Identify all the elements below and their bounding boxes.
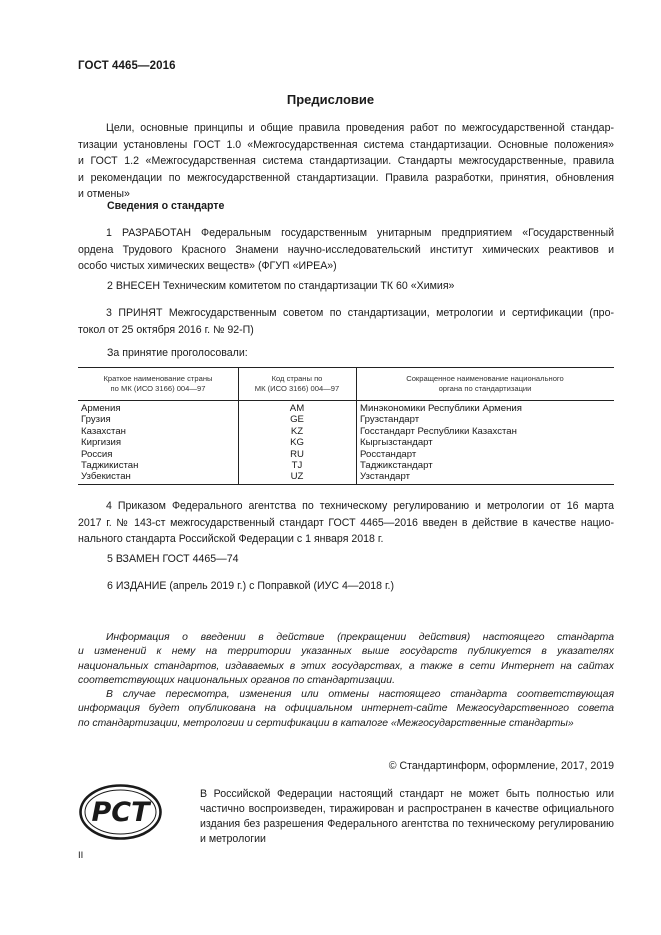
item-line: нального стандарта Российской Федерации с 1 января 2018 г. (78, 533, 384, 545)
national-body: Госстандарт Республики Казахстан (360, 425, 517, 437)
table-row (78, 437, 614, 448)
item-line: 6 ИЗДАНИЕ (апрель 2019 г.) с Поправкой (ИУС 4—2018 г.) (107, 580, 394, 592)
item-edition (107, 578, 394, 595)
item-adopted (78, 305, 614, 338)
item-submitted (107, 278, 454, 295)
item-replaces (107, 551, 239, 568)
item-line: 4 Приказом Федерального агентства по техническому регулированию и метрологии от 16 марта (106, 500, 614, 512)
header-national-body: Сокращенное наименование национального органа по стандартизации (406, 374, 564, 393)
country-code: UZ (290, 471, 304, 483)
copyright-line: © Стандартинформ, оформление, 2017, 2019 (388, 760, 614, 772)
item-line: 1 РАЗРАБОТАН Федеральным государственным унитарным предприятием «Государственный (106, 227, 614, 239)
info-line: соответствующих национальных органов по стандартизации. (78, 675, 395, 687)
intro-line: и рекомендации по межгосударственной стандартизации. Правила разработки, принятия, обновления (78, 171, 614, 184)
revision-line: В случае пересмотра, изменения или отмены настоящего стандарта соответствующая (106, 689, 614, 700)
table-body (78, 403, 614, 483)
info-line: Информация о введении в действие (прекращении действия) настоящего стандарта (106, 632, 614, 643)
rst-certification-mark-icon (79, 784, 162, 840)
country-code: KZ (290, 425, 304, 437)
page-number: II (78, 850, 84, 861)
table-row (78, 449, 614, 460)
country-name: Армения (81, 403, 121, 414)
header-country-name: Краткое наименование страны по МК (ИСО 3166) 004—97 (103, 374, 213, 393)
item-line: ордена Трудового Красного Знамени научно-исследовательский институт химических реактивов и (78, 243, 614, 256)
intro-line: тизации установлены ГОСТ 1.0 «Межгосударственная система стандартизации. Основные положения» (78, 138, 614, 151)
national-body: Минэкономики Республики Армения (360, 403, 522, 414)
table-row (78, 403, 614, 414)
national-body: Грузстандарт (360, 414, 420, 426)
table-row (78, 471, 614, 482)
country-name: Узбекистан (81, 471, 131, 483)
country-code: KG (290, 437, 304, 449)
table-row (78, 414, 614, 425)
revision-paragraph (78, 688, 614, 731)
country-code: GE (290, 414, 304, 426)
notice-line: В Российской Федерации настоящий стандарт не может быть полностью или (200, 788, 614, 800)
section-heading: Сведения о стандарте (107, 200, 225, 212)
item-line: 3 ПРИНЯТ Межгосударственным советом по стандартизации, метрологии и сертификации (про- (106, 307, 614, 319)
voted-label-text: За принятие проголосовали: (107, 347, 248, 359)
item-line: 2017 г. № 143-ст межгосударственный стандарт ГОСТ 4465—2016 введен в действие в качестве нацио- (78, 516, 614, 529)
country-name: Киргизия (81, 437, 122, 449)
voted-label (107, 345, 248, 362)
table-row (78, 426, 614, 437)
intro-line: и ГОСТ 1.2 «Межгосударственная система стандартизации. Стандарты межгосударственные, правила (78, 155, 614, 167)
notice-line: издания без разрешения Федерального агентства по техническому регулированию (200, 818, 614, 830)
table-row (78, 460, 614, 471)
country-code: TJ (291, 459, 303, 471)
national-body: Росстандарт (360, 448, 417, 460)
item-line: токол от 25 октября 2016 г. № 92-П) (78, 323, 254, 336)
intro-line: Цели, основные принципы и общие правила проведения работ по межгосударственной стандар- (106, 122, 614, 134)
page-title: Предисловие (286, 92, 375, 107)
table-header (78, 368, 614, 401)
national-body: Таджикстандарт (360, 459, 433, 471)
country-code: RU (290, 448, 304, 460)
voting-table (78, 367, 614, 485)
item-developed (78, 225, 614, 275)
country-name: Грузия (81, 414, 111, 426)
item-order (78, 498, 614, 548)
country-name: Таджикистан (81, 459, 139, 471)
item-line: особо чистых химических веществ» (ФГУП «ИРЕА») (78, 260, 337, 272)
item-line: 2 ВНЕСЕН Техническим комитетом по стандартизации ТК 60 «Химия» (107, 280, 455, 292)
revision-line: по стандартизации, метрологии и сертификации в каталоге «Межгосударственные стандарты» (78, 717, 574, 729)
reproduction-notice (200, 787, 614, 847)
info-paragraph (78, 631, 614, 689)
notice-line: и метрологии (200, 833, 266, 845)
national-body: Узстандарт (360, 471, 411, 483)
country-name: Россия (81, 448, 113, 460)
header-country-code: Код страны по МК (ИСО 3166) 004—97 (254, 374, 340, 393)
info-line: и изменений к нему на территории указанных выше государств публикуется в указателях (78, 646, 614, 658)
intro-line: и отмены» (78, 188, 130, 200)
country-name: Казахстан (81, 425, 126, 437)
revision-line: информация будет опубликована на официальном интернет-сайте Межгосударственного совета (78, 703, 614, 715)
country-code: AM (289, 403, 305, 414)
info-line: национальных стандартов, издаваемых в этих государствах, а также в сети Интернет на сайтах (78, 660, 614, 672)
logo-text: РСТ (91, 797, 150, 828)
item-line: 5 ВЗАМЕН ГОСТ 4465—74 (107, 553, 239, 565)
national-body: Кыргызстандарт (360, 437, 433, 449)
document-number: ГОСТ 4465—2016 (78, 60, 176, 72)
intro-paragraph (78, 120, 614, 203)
notice-line: частично воспроизведен, тиражирован и распространен в качестве официального (200, 803, 614, 815)
